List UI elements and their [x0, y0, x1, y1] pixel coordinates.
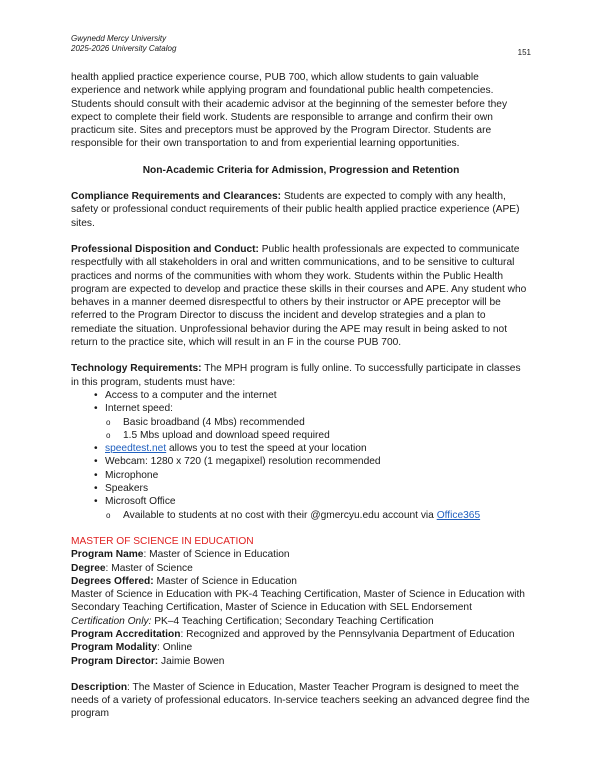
- sub-list-item: o Basic broadband (4 Mbs) recommended: [71, 416, 531, 429]
- accreditation-line: [71, 628, 531, 641]
- list-item: • Speakers: [71, 482, 531, 495]
- compliance-label: Compliance Requirements and Clearances:: [71, 191, 282, 203]
- degree-label: Degree: [71, 562, 106, 574]
- certification-line: [71, 615, 531, 628]
- technology-label: Technology Requirements:: [71, 363, 202, 375]
- accreditation-label: Program Accreditation: [71, 628, 181, 640]
- office-text: Available to students at no cost with their @gmercyu.edu account via: [123, 509, 437, 521]
- list-item: • Microsoft Office: [71, 495, 531, 508]
- intro-paragraph: health applied practice experience course, PUB 700, which allow students to gain valuable experience and network while applying program and foundational public health competencies. Students should consult with their academic advisor at the beginning of the semester before they expect to complete their field work. Students are responsible to arrange and confirm their own practicum site. Sites and preceptors must be approved by the Program Director. Students are responsible for their own transportation to and from experiential learning opportunities.: [71, 72, 508, 150]
- degrees-offered-label: Degrees Offered:: [71, 575, 154, 587]
- office365-link[interactable]: Office365: [436, 509, 481, 521]
- mse-section: [71, 535, 531, 668]
- running-header: [71, 34, 531, 54]
- degrees-offered-value: Master of Science in Education: [153, 575, 297, 587]
- program-name-line: [71, 548, 531, 561]
- conduct-paragraph: [71, 243, 531, 349]
- program-name-value: : Master of Science in Education: [143, 549, 290, 561]
- degrees-list: Master of Science in Education with PK-4 Teaching Certification, Master of Science in Education with Secondary Teaching Certification, Master of Science in Education with SEL Endorsement: [71, 589, 525, 614]
- modality-line: [71, 641, 531, 654]
- list-item: • Access to a computer and the internet: [71, 389, 531, 402]
- director-value: Jaimie Bowen: [158, 655, 225, 667]
- certification-label: Certification Only:: [71, 615, 152, 627]
- section-title: Non-Academic Criteria for Admission, Progression and Retention: [142, 164, 460, 176]
- degree-line: [71, 562, 531, 575]
- description-text: : The Master of Science in Education, Master Teacher Program is designed to meet the needs of a variety of professional educators. In-service teachers seeking an advanced degree find the program: [71, 681, 530, 720]
- catalog-page: [71, 34, 531, 721]
- speedtest-link[interactable]: speedtest.net: [105, 443, 167, 455]
- speedtest-text: allows you to test the speed at your location: [166, 443, 367, 455]
- director-label: Program Director:: [71, 655, 159, 667]
- director-line: [71, 655, 531, 668]
- degree-value: : Master of Science: [105, 562, 193, 574]
- degrees-offered-line: [71, 575, 531, 588]
- list-item: [71, 442, 531, 455]
- page-number: 151: [517, 48, 531, 57]
- technology-list: [71, 389, 531, 522]
- compliance-text: Students are expected to comply with any health, safety or professional conduct requirements of their public health applied practice experience (APE) sites.: [71, 191, 520, 229]
- catalog-title: 2025-2026 University Catalog: [71, 44, 177, 53]
- technology-text: The MPH program is fully online. To successfully participate in classes in this program, students must have:: [71, 363, 521, 388]
- sub-list-item: [71, 509, 531, 522]
- modality-label: Program Modality: [71, 642, 158, 654]
- description-paragraph: [71, 681, 531, 721]
- accreditation-value: : Recognized and approved by the Pennsylvania Department of Education: [180, 628, 515, 640]
- program-name-label: Program Name: [71, 549, 144, 561]
- mse-heading: MASTER OF SCIENCE IN EDUCATION: [71, 535, 254, 547]
- certification-value: PK–4 Teaching Certification; Secondary Teaching Certification: [151, 615, 434, 627]
- sub-list-item: o 1.5 Mbs upload and download speed required: [71, 429, 531, 442]
- technology-paragraph: [71, 362, 531, 389]
- institution-name: Gwynedd Mercy University: [71, 34, 167, 43]
- description-label: Description: [71, 681, 128, 693]
- modality-value: : Online: [157, 642, 193, 654]
- list-item: • Microphone: [71, 469, 531, 482]
- conduct-label: Professional Disposition and Conduct:: [71, 243, 259, 255]
- list-item: • Webcam: 1280 x 720 (1 megapixel) resolution recommended: [71, 455, 531, 468]
- list-item: • Internet speed:: [71, 402, 531, 415]
- compliance-paragraph: [71, 190, 531, 230]
- conduct-text: Public health professionals are expected to communicate respectfully with all stakeholders in oral and written communications, and to be sensitive to cultural practices and norms of the communities with whom they work. Students within the Public Health program are expected to develop and practice these skills in their courses and APE. Any student who behaves in a manner deemed disrespectful to others by their instructor or APE preceptor will be referred to the Program Director to discuss the incident and develop strategies and a plan to remediate the situation. Unprofessional behavior during the APE may result in being asked to not return to the practice site, which will result in an F in the course PUB 700.: [71, 243, 527, 349]
